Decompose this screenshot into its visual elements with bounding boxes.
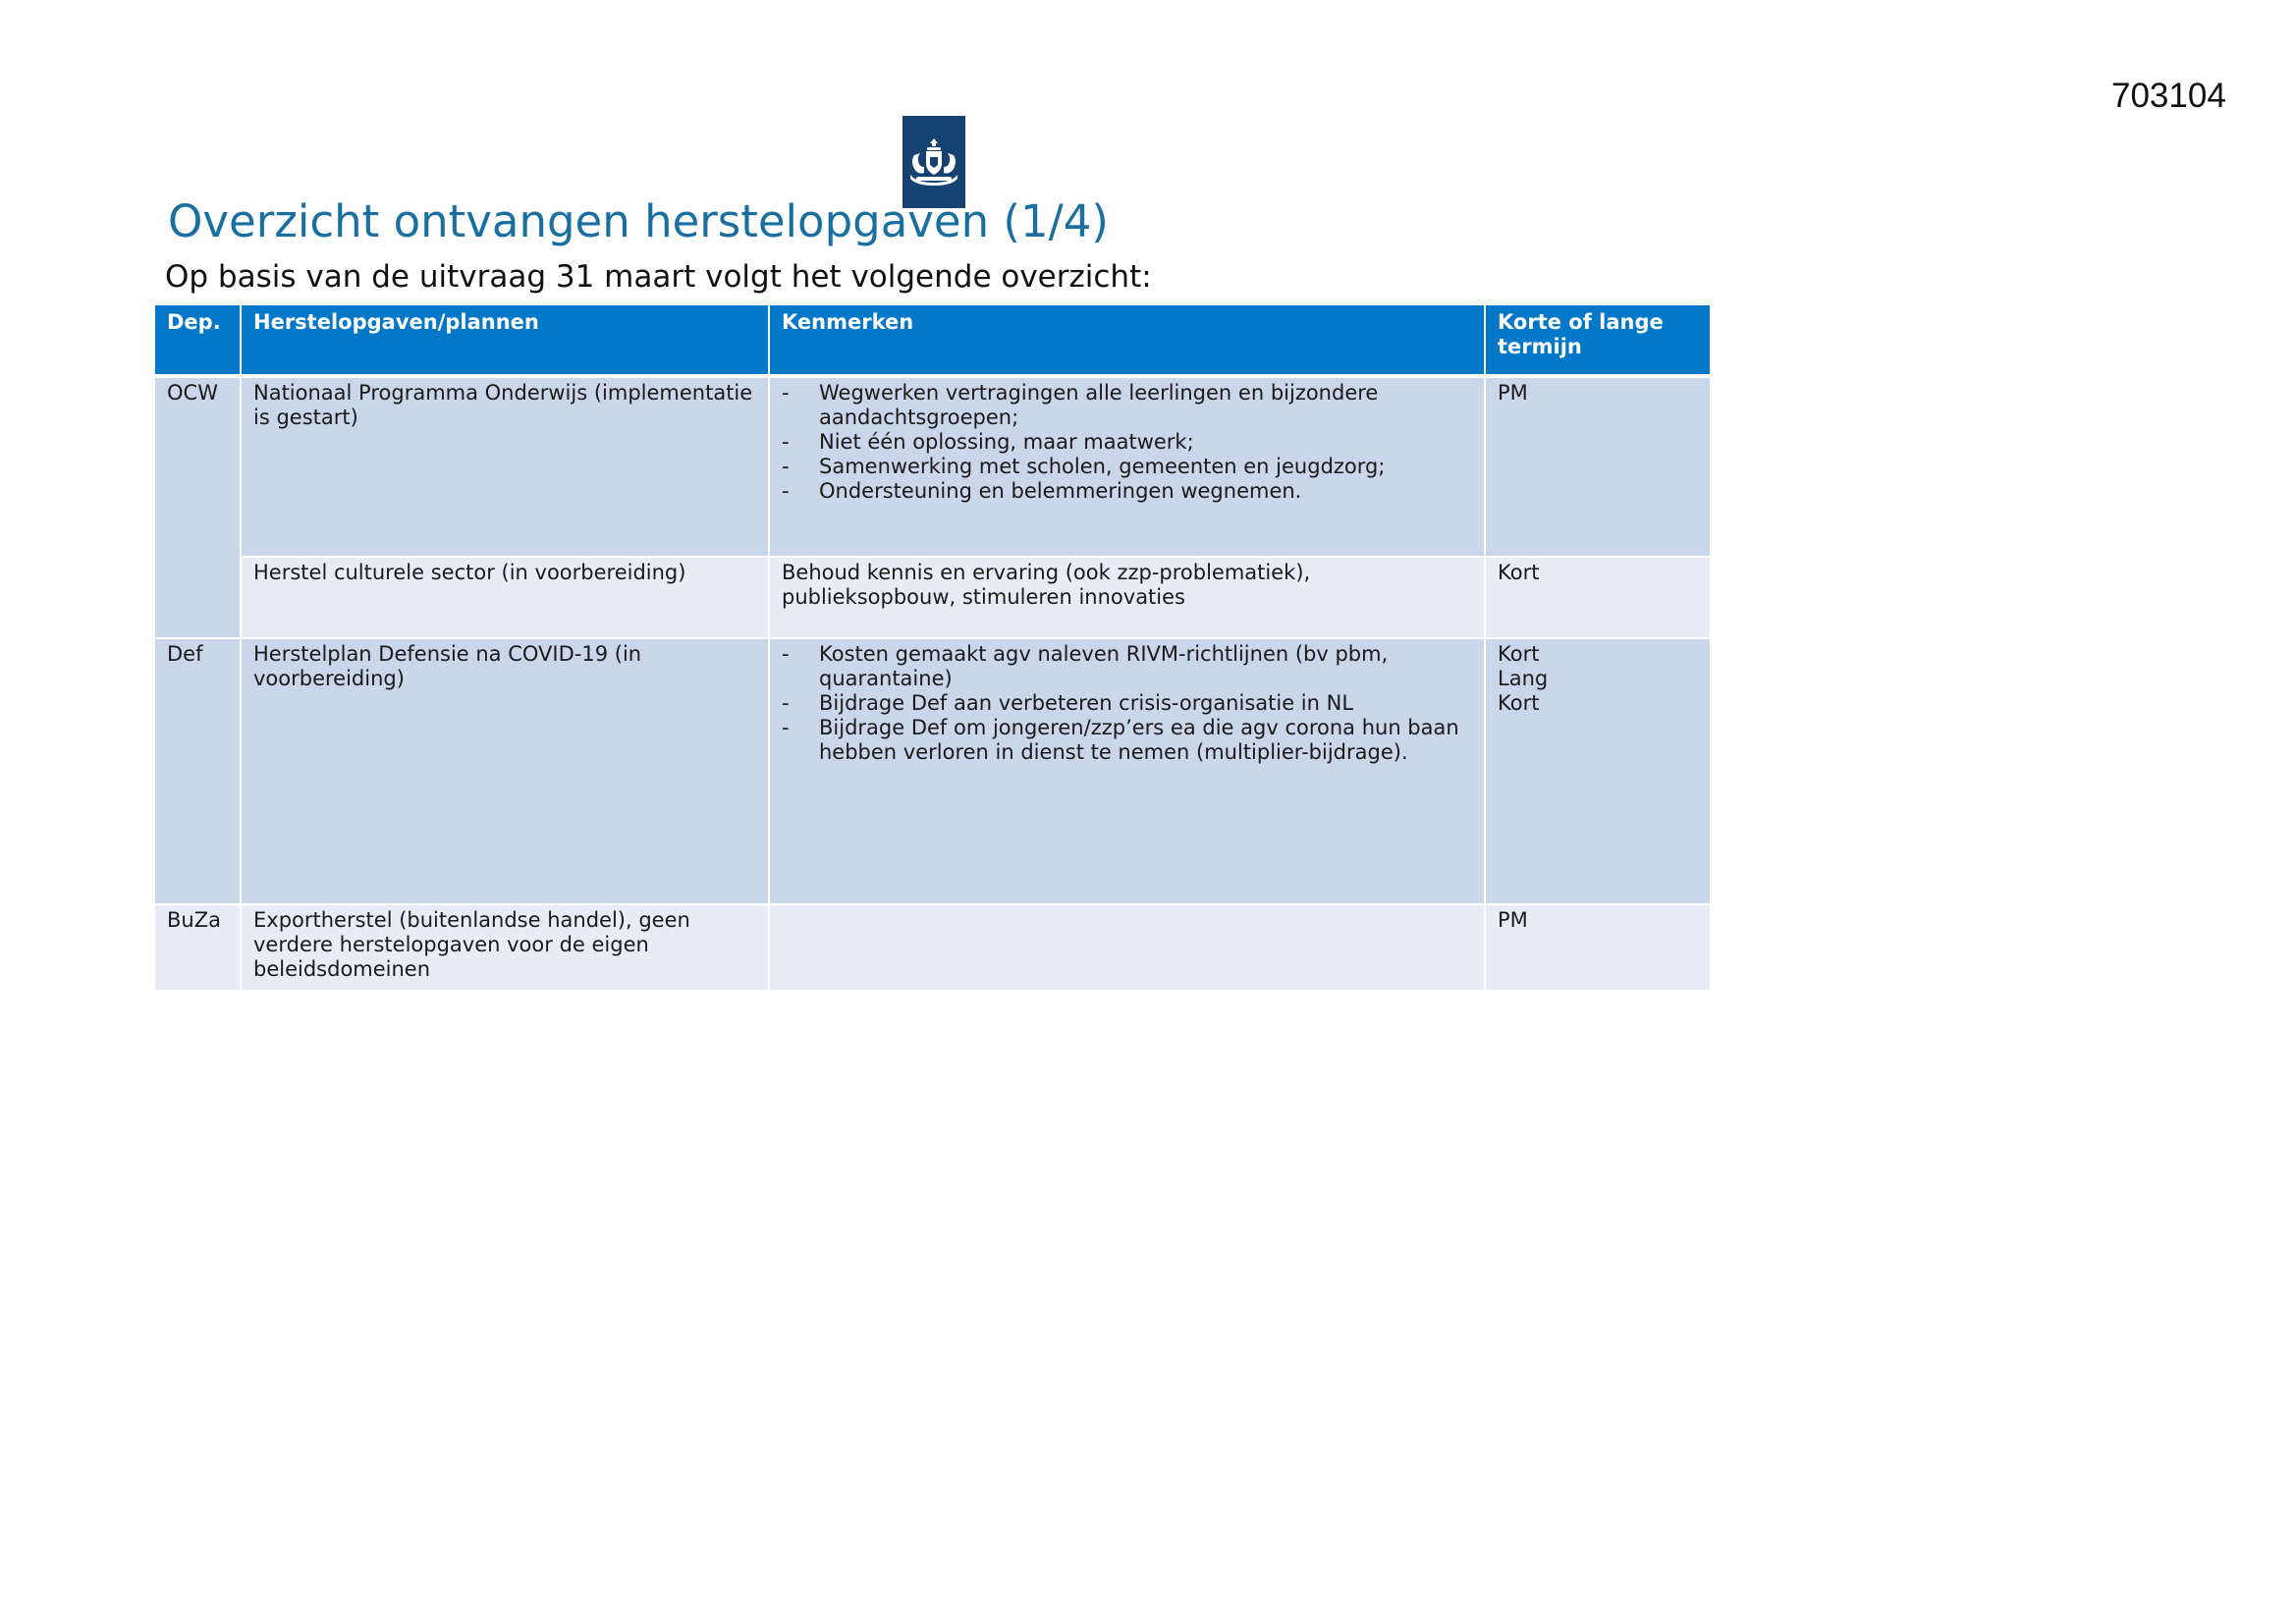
list-item: - Samenwerking met scholen, gemeenten en jeugdzorg; [782, 455, 1474, 479]
dep-cell: BuZa [155, 904, 241, 991]
table-row [155, 376, 1711, 557]
table-header-row [155, 305, 1711, 376]
termijn-cell [1485, 638, 1711, 904]
header-termijn: Korte of lange termijn [1485, 305, 1711, 376]
page-title: Overzicht ontvangen herstelopgaven (1/4) [168, 195, 1109, 247]
termijn-value: Kort [1498, 642, 1540, 666]
table-row [155, 557, 1711, 638]
kenmerken-list [782, 642, 1474, 765]
table-row [155, 904, 1711, 991]
termijn-cell [1485, 557, 1711, 638]
list-item: - Ondersteuning en belemmeringen wegnemen. [782, 479, 1474, 504]
termijn-value: Kort [1498, 561, 1540, 584]
overview-table [155, 305, 1712, 992]
termijn-value: Lang [1498, 667, 1549, 690]
table-row [155, 638, 1711, 904]
list-item: - Kosten gemaakt agv naleven RIVM-richtlijnen (bv pbm, quarantaine) [782, 642, 1474, 691]
rijksoverheid-logo [902, 116, 965, 208]
kenmerken-list [782, 381, 1474, 504]
list-item: - Bijdrage Def aan verbeteren crisis-organisatie in NL [782, 691, 1474, 716]
plan-cell: Exportherstel (buitenlandse handel), geen verdere herstelopgaven voor de eigen beleidsdomeinen [241, 904, 769, 991]
coat-of-arms-icon [906, 137, 961, 187]
list-item: - Bijdrage Def om jongeren/zzp’ers ea die agv corona hun baan hebben verloren in dienst te nemen (multiplier-bijdrage). [782, 716, 1474, 765]
header-plan: Herstelopgaven/plannen [241, 305, 769, 376]
page-subtitle: Op basis van de uitvraag 31 maart volgt het volgende overzicht: [165, 259, 1152, 295]
header-kenmerken: Kenmerken [769, 305, 1485, 376]
plan-cell: Herstelplan Defensie na COVID-19 (in voorbereiding) [241, 638, 769, 904]
termijn-cell [1485, 376, 1711, 557]
document-number: 703104 [2111, 77, 2226, 115]
header-dep: Dep. [155, 305, 241, 376]
kenmerken-cell [769, 376, 1485, 557]
kenmerken-cell [769, 638, 1485, 904]
dep-cell: Def [155, 638, 241, 904]
termijn-value: PM [1498, 908, 1528, 932]
plan-cell: Herstel culturele sector (in voorbereiding) [241, 557, 769, 638]
termijn-value: PM [1498, 381, 1528, 405]
kenmerken-cell: Behoud kennis en ervaring (ook zzp-problematiek), publieksopbouw, stimuleren innovaties [769, 557, 1485, 638]
termijn-cell [1485, 904, 1711, 991]
kenmerken-cell [769, 904, 1485, 991]
plan-cell: Nationaal Programma Onderwijs (implementatie is gestart) [241, 376, 769, 557]
list-item: - Niet één oplossing, maar maatwerk; [782, 430, 1474, 455]
list-item: - Wegwerken vertragingen alle leerlingen en bijzondere aandachtsgroepen; [782, 381, 1474, 430]
termijn-value: Kort [1498, 691, 1540, 715]
dep-cell: OCW [155, 376, 241, 638]
